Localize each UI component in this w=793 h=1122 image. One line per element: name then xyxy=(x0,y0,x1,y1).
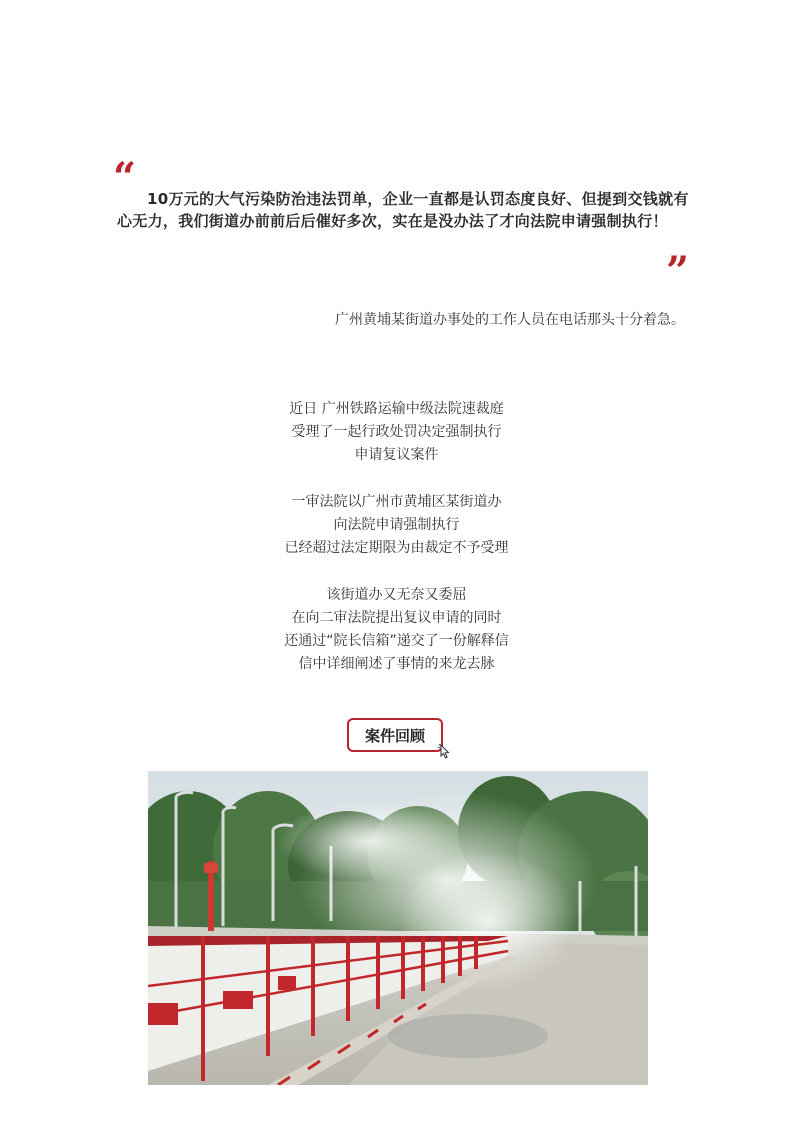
paragraph-line: 该街道办又无奈又委屈 xyxy=(326,587,467,603)
paragraph-line: 近日 广州铁路运输中级法院速裁庭 xyxy=(289,401,504,417)
paragraph-line: 还通过“院长信箱”递交了一份解释信 xyxy=(284,633,509,649)
quote-text: 10万元的大气污染防治违法罚单，企业一直都是认罚态度良好、但提到交钱就有心无力，我们街道办前前后后催好多次，实在是没办法了才向法院申请强制执行！ xyxy=(117,190,689,230)
construction-site-mist-spray-photo xyxy=(148,771,648,1085)
open-quote-mark: “ xyxy=(113,154,137,201)
paragraph-3 xyxy=(0,584,793,676)
quote-attribution: 广州黄埔某街道办事处的工作人员在电话那头十分着急。 xyxy=(335,312,685,328)
paragraph-line: 在向二审法院提出复议申请的同时 xyxy=(291,610,502,626)
case-review-button[interactable] xyxy=(347,718,443,752)
paragraph-line: 已经超过法定期限为由裁定不予受理 xyxy=(284,540,509,556)
pointer-cursor-icon xyxy=(436,743,454,761)
paragraph-line: 申请复议案件 xyxy=(354,447,439,463)
paragraph-line: 信中详细阐述了事情的来龙去脉 xyxy=(298,656,495,672)
case-review-label: 案件回顾 xyxy=(364,726,425,745)
paragraph-line: 受理了一起行政处罚决定强制执行 xyxy=(291,424,502,440)
paragraph-line: 向法院申请强制执行 xyxy=(333,517,460,533)
close-quote-mark: ” xyxy=(666,248,690,295)
paragraph-line: 一审法院以广州市黄埔区某街道办 xyxy=(291,494,502,510)
paragraph-1 xyxy=(0,398,793,467)
paragraph-2 xyxy=(0,491,793,560)
